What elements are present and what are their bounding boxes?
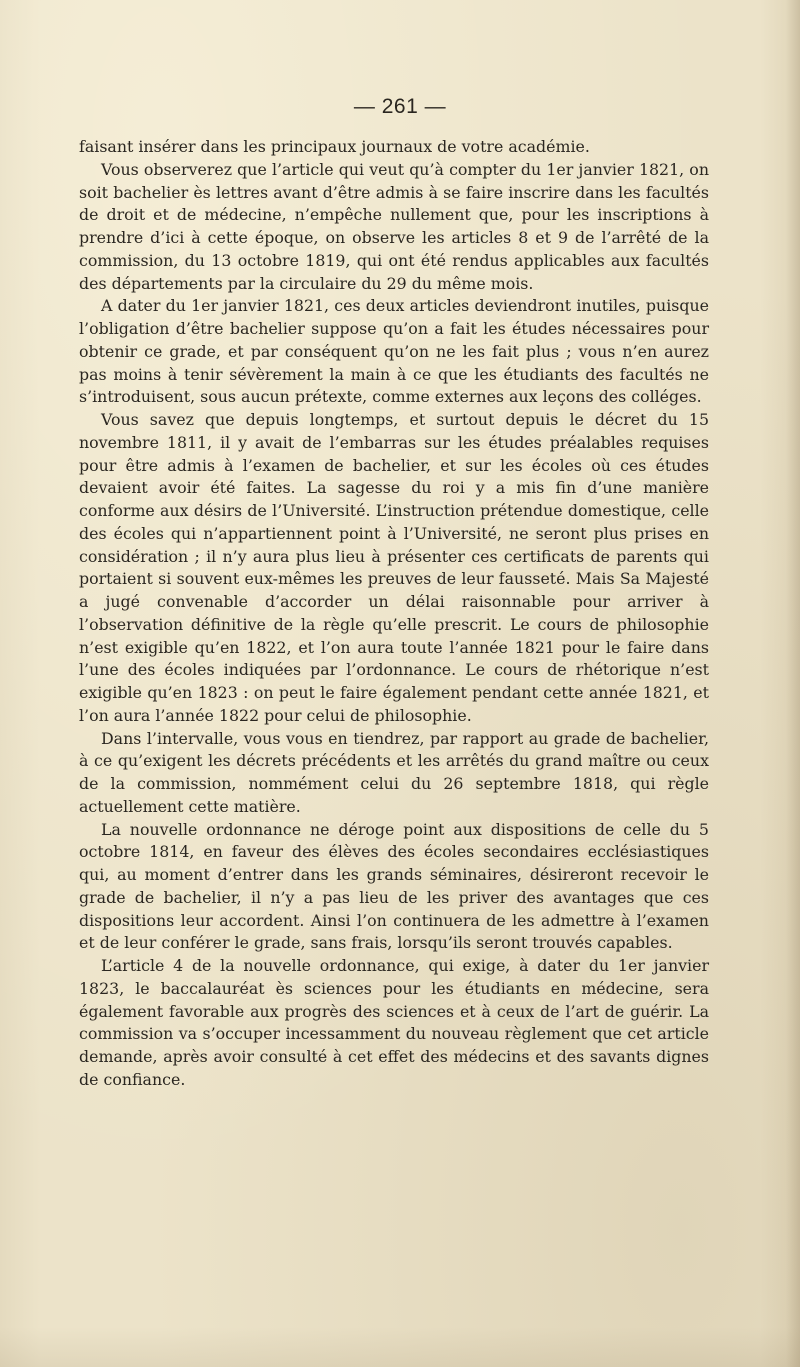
paragraph-continuation: faisant insérer dans les principaux journaux de votre académie. (79, 137, 590, 156)
page-number: — 261 — (353, 95, 447, 118)
paragraph: La nouvelle ordonnance ne déroge point aux dispositions de celle du 5 octobre 1814, en faveur des élèves des écoles secondaires ecclésiastiques qui, au moment d’entrer dans les grands séminaires, désireront recevoir le grade de bachelier, il n’y a pas lieu de les priver des avantages que ces dispositions leur accordent. Ainsi l’on continuera de les admettre à l’examen et de leur conférer le grade, sans frais, lorsqu’ils seront trouvés capables. (79, 819, 709, 953)
paragraph: Dans l’intervalle, vous vous en tiendrez, par rapport au grade de bachelier, à ce qu’exigent les décrets précédents et les arrêtés du grand maître ou ceux de la commission, nommément celui du 26 septembre 1818, qui règle actuellement cette matière. (79, 728, 709, 816)
paragraph: Vous savez que depuis longtemps, et surtout depuis le décret du 15 novembre 1811, il y avait de l’embarras sur les études préalables requises pour être admis à l’examen de bachelier, et sur les écoles où ces études devaient avoir été faites. La sagesse du roi y a mis fin d’une manière conforme aux désirs de l’Université. L’instruction prétendue domestique, celle des écoles qui n’appartiennent point à l’Université, ne seront plus prises en considération ; il n’y aura plus lieu à présenter ces certificats de parents qui portaient si souvent eux-mêmes les preuves de leur fausseté. Mais Sa Majesté a jugé convenable d’accorder un délai raisonnable pour arriver à l’observation définitive de la règle qu’elle prescrit. Le cours de philosophie n’est exigible qu’en 1822, et l’on aura toute l’année 1821 pour le faire dans l’une des écoles indiquées par l’ordonnance. Le cours de rhétorique n’est exigible qu’en 1823 : on peut le faire également pendant cette année 1821, et l’on aura l’année 1822 pour celui de philosophie. (79, 410, 709, 725)
paragraph: L’article 4 de la nouvelle ordonnance, qui exige, à dater du 1er janvier 1823, le baccalauréat ès sciences pour les étudiants en médecine, sera également favorable aux progrès des sciences et à ceux de l’art de guérir. La commission va s’occuper incessamment du nouveau règlement que cet article demande, après avoir consulté à cet effet des médecins et des savants dignes de confiance. (79, 956, 709, 1089)
page-edge-shadow (786, 0, 800, 1367)
page-bottom-shadow (0, 1327, 800, 1367)
body-text (79, 136, 709, 1092)
paragraph: A dater du 1er janvier 1821, ces deux articles deviendront inutiles, puisque l’obligation d’être bachelier suppose qu’on a fait les études nécessaires pour obtenir ce grade, et par conséquent qu’on ne les fait plus ; vous n’en aurez pas moins à tenir sévèrement la main à ce que les étudiants des facultés ne s’introduisent, sous aucun prétexte, comme externes aux leçons des colléges. (79, 296, 709, 407)
paragraph: Vous observerez que l’article qui veut qu’à compter du 1er janvier 1821, on soit bachelier ès lettres avant d’être admis à se faire inscrire dans les facultés de droit et de médecine, n’empêche nullement que, pour les inscriptions à prendre d’ici à cette époque, on observe les articles 8 et 9 de l’arrêté de la commission, du 13 octobre 1819, qui ont été rendus applicables aux facultés des départements par la circulaire du 29 du même mois. (79, 159, 709, 293)
